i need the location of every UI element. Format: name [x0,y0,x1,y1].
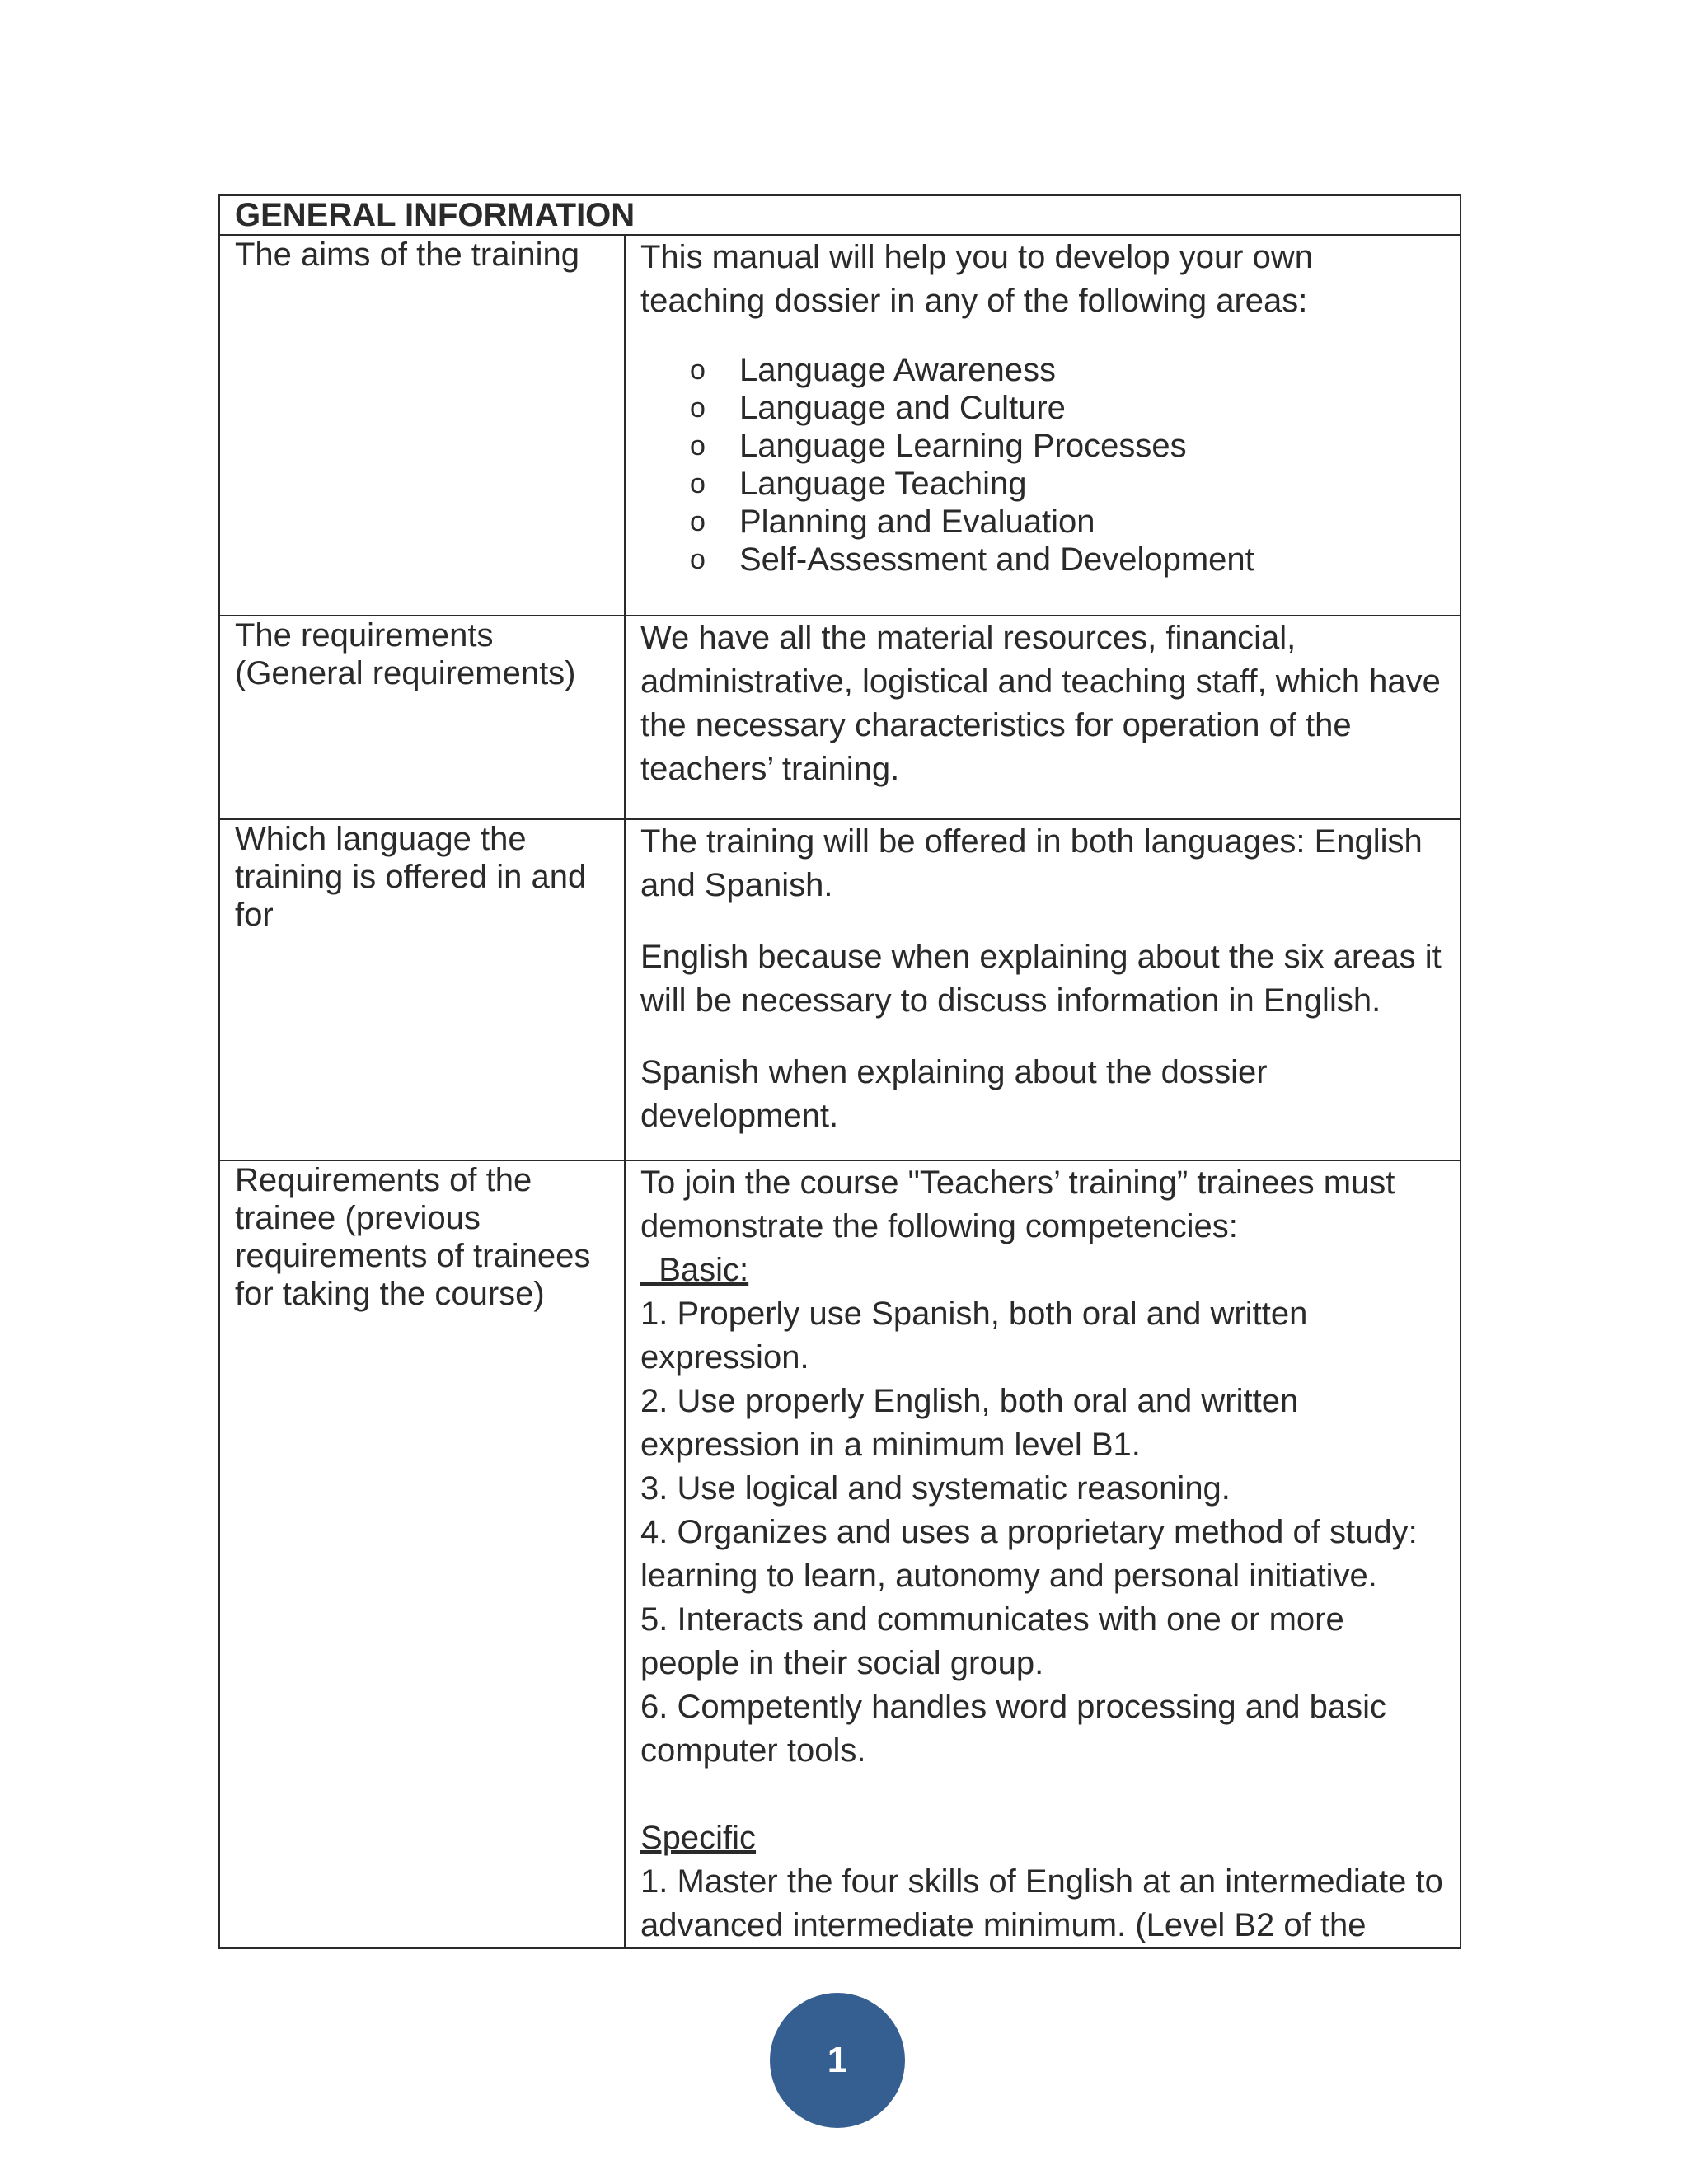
language-paragraph: The training will be offered in both languages: English and Spanish. [640,823,1423,903]
trainee-intro: To join the course "Teachers’ training” trainees must demonstrate the following competencies: [640,1165,1395,1244]
list-item: o Language and Culture [690,390,1066,426]
aims-label: The aims of the training [219,235,625,616]
requirements-label: The requirements (General requirements) [219,616,625,819]
trainee-content [625,1160,1461,1948]
table-row-requirements [219,616,1461,819]
list-item: o Language Learning Processes [690,428,1187,464]
areas-list [640,351,1445,579]
list-item: o Language Awareness [690,352,1057,388]
circle-bullet-icon: o [690,506,706,537]
basic-heading: Basic: [659,1252,749,1288]
table-row-trainee [219,1160,1461,1948]
requirements-content [625,616,1461,819]
language-content [625,819,1461,1160]
aims-content [625,235,1461,616]
language-paragraph: English because when explaining about the six areas it will be necessary to discuss information in English. [640,939,1442,1019]
specific-item: 1. Master the four skills of English at an intermediate to advanced intermediate minimum. (Level B2 of the [640,1863,1443,1943]
specific-heading: Specific [640,1820,757,1856]
table-header-row [219,195,1461,235]
basic-item: 2. Use properly English, both oral and written expression in a minimum level B1. [640,1383,1299,1463]
circle-bullet-icon: o [690,392,706,424]
list-item: o Self-Assessment and Development [690,541,1254,578]
general-information-table [218,194,1461,1949]
language-label: Which language the training is offered in and for [219,819,625,1160]
circle-bullet-icon: o [690,468,706,499]
requirements-text: We have all the material resources, financial, administrative, logistical and teaching staff, which have the necessary characteristics for operation of the teachers’ training. [640,620,1441,787]
list-item: o Language Teaching [690,466,1027,502]
table-header: GENERAL INFORMATION [219,195,1461,235]
list-item: o Planning and Evaluation [690,504,1095,540]
basic-item: 4. Organizes and uses a proprietary method of study: learning to learn, autonomy and personal initiative. [640,1514,1418,1594]
basic-item: 5. Interacts and communicates with one or more people in their social group. [640,1601,1344,1681]
page-number-badge: 1 [770,1993,905,2128]
circle-bullet-icon: o [690,354,706,386]
competencies-block [640,1161,1445,1947]
table-row-language [219,819,1461,1160]
basic-item: 6. Competently handles word processing and basic computer tools. [640,1689,1386,1769]
basic-item: 3. Use logical and systematic reasoning. [640,1470,1231,1507]
language-paragraph: Spanish when explaining about the dossier development. [640,1054,1268,1134]
table-row-aims [219,235,1461,616]
aims-intro: This manual will help you to develop your own teaching dossier in any of the following areas: [640,239,1313,319]
basic-item: 1. Properly use Spanish, both oral and written expression. [640,1296,1308,1376]
circle-bullet-icon: o [690,430,706,462]
circle-bullet-icon: o [690,544,706,575]
spacer [640,1773,1445,1816]
trainee-label: Requirements of the trainee (previous requirements of trainees for taking the course) [219,1160,625,1948]
